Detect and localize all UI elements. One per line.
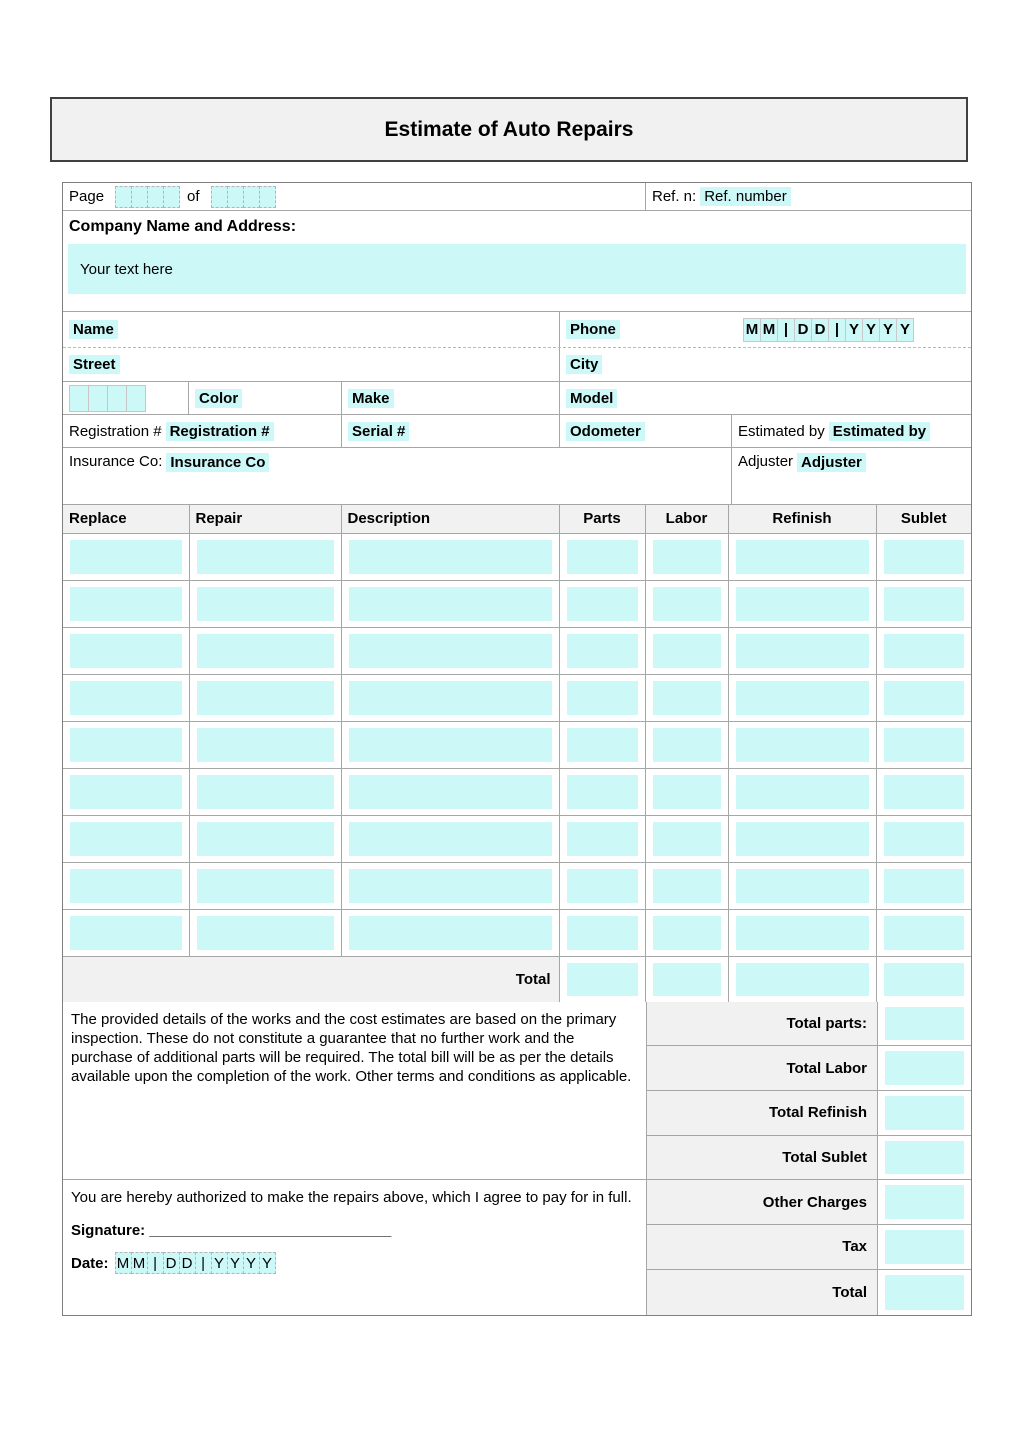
company-label: Company Name and Address: (69, 218, 297, 235)
description-input[interactable] (349, 540, 552, 574)
name-cell (63, 312, 560, 347)
total-labor-label: Total Labor (647, 1046, 877, 1090)
table-row (63, 721, 971, 768)
tax-input[interactable] (885, 1230, 964, 1264)
estimated-by-label: Estimated by (738, 422, 825, 440)
refinish-input[interactable] (736, 775, 869, 809)
model-cell (560, 382, 971, 414)
comb-cell[interactable]: Y (879, 318, 897, 342)
authorization-text: You are hereby authorized to make the repairs above, which I agree to pay for in full. (71, 1189, 632, 1207)
odometer-field[interactable]: Odometer (566, 422, 645, 441)
serial-cell (342, 415, 560, 447)
comb-cell[interactable]: | (147, 1252, 164, 1274)
odometer-cell (560, 415, 732, 447)
total-refinish-row (647, 1091, 971, 1136)
sublet-input[interactable] (884, 728, 965, 762)
refinish-input[interactable] (736, 822, 869, 856)
comb-cell[interactable]: M (760, 318, 778, 342)
labor-input[interactable] (653, 869, 721, 903)
table-row (63, 815, 971, 862)
comb-cell[interactable]: Y (259, 1252, 276, 1274)
adjuster-cell (732, 448, 971, 504)
comb-cell[interactable]: D (811, 318, 829, 342)
sublet-input[interactable] (884, 869, 965, 903)
page-cell (63, 183, 646, 210)
comb-cell[interactable] (88, 385, 108, 412)
description-input[interactable] (349, 822, 552, 856)
page-ref-row (63, 183, 971, 211)
description-input[interactable] (349, 681, 552, 715)
sublet-input[interactable] (884, 634, 965, 668)
replace-input[interactable] (70, 822, 182, 856)
total-labor-input[interactable] (885, 1051, 964, 1085)
city-field[interactable]: City (566, 355, 602, 374)
repair-input[interactable] (197, 869, 334, 903)
ref-cell (646, 183, 971, 210)
street-field[interactable]: Street (69, 355, 120, 374)
parts-input[interactable] (567, 634, 638, 668)
registration-field[interactable]: Registration # (166, 422, 274, 441)
repair-input[interactable] (197, 681, 334, 715)
comb-cell[interactable] (211, 186, 228, 208)
comb-cell[interactable]: | (777, 318, 795, 342)
page-number-field[interactable] (115, 186, 180, 208)
repairs-table-body (63, 533, 971, 956)
repair-input[interactable] (197, 587, 334, 621)
parts-input[interactable] (567, 681, 638, 715)
labor-input[interactable] (653, 587, 721, 621)
description-input[interactable] (349, 587, 552, 621)
color-field[interactable]: Color (195, 389, 242, 408)
refinish-input[interactable] (736, 869, 869, 903)
comb-cell[interactable]: Y (862, 318, 880, 342)
refinish-input[interactable] (736, 916, 869, 950)
signature-label: Signature: (71, 1222, 146, 1240)
repair-input[interactable] (197, 728, 334, 762)
comb-cell[interactable] (126, 385, 146, 412)
total-labor-row-input[interactable] (653, 963, 721, 996)
grand-total-input[interactable] (885, 1275, 964, 1310)
labor-input[interactable] (653, 681, 721, 715)
refinish-input[interactable] (736, 634, 869, 668)
description-input[interactable] (349, 916, 552, 950)
total-parts-row (647, 1002, 971, 1047)
signature-line (71, 1221, 634, 1240)
comb-cell[interactable]: M (115, 1252, 132, 1274)
street-city-row (63, 348, 971, 382)
total-sublet-input[interactable] (885, 1141, 964, 1175)
column-header-replace: Replace (63, 505, 189, 533)
adjuster-field[interactable]: Adjuster (797, 453, 866, 472)
column-header-sublet: Sublet (876, 505, 971, 533)
repair-input[interactable] (197, 916, 334, 950)
description-input[interactable] (349, 775, 552, 809)
refinish-input[interactable] (736, 681, 869, 715)
other-charges-row (647, 1180, 971, 1225)
grand-total-label: Total (647, 1270, 877, 1315)
tax-row (647, 1225, 971, 1270)
comb-cell[interactable]: M (131, 1252, 148, 1274)
total-refinish-label: Total Refinish (647, 1091, 877, 1135)
comb-cell[interactable]: Y (211, 1252, 228, 1274)
table-row (63, 768, 971, 815)
other-charges-label: Other Charges (647, 1180, 877, 1224)
labor-input[interactable] (653, 822, 721, 856)
table-row (63, 580, 971, 627)
comb-cell[interactable] (243, 186, 260, 208)
table-row (63, 627, 971, 674)
comb-cell[interactable]: | (828, 318, 846, 342)
repairs-table (63, 505, 971, 1002)
authorization-block (63, 1180, 647, 1314)
labor-input[interactable] (653, 634, 721, 668)
insurance-label: Insurance Co: (69, 453, 163, 470)
replace-input[interactable] (70, 775, 182, 809)
labor-input[interactable] (653, 916, 721, 950)
date-field[interactable] (743, 318, 914, 342)
color-cell (189, 382, 342, 414)
comb-cell[interactable] (227, 186, 244, 208)
table-total-row (63, 956, 971, 1002)
replace-input[interactable] (70, 869, 182, 903)
comb-cell[interactable]: Y (243, 1252, 260, 1274)
comb-cell[interactable] (147, 186, 164, 208)
phone-field[interactable]: Phone (566, 320, 620, 339)
company-row (63, 211, 971, 312)
description-input[interactable] (349, 728, 552, 762)
parts-input[interactable] (567, 775, 638, 809)
comb-cell[interactable]: D (163, 1252, 180, 1274)
terms-text: The provided details of the works and the cost estimates are based on the primary inspection. These do not constitute a guarantee that no further work and the purchase of additional parts will be required. The total bill will be as per the details available upon the completion of the work. Other terms and conditions as applicable. (63, 1002, 647, 1181)
insurance-cell (63, 448, 732, 504)
registration-cell (63, 415, 342, 447)
replace-input[interactable] (70, 587, 182, 621)
replace-input[interactable] (70, 681, 182, 715)
make-field[interactable]: Make (348, 389, 394, 408)
description-input[interactable] (349, 869, 552, 903)
total-labor-row (647, 1046, 971, 1091)
total-parts-row-input[interactable] (567, 963, 638, 996)
repair-input[interactable] (197, 540, 334, 574)
description-input[interactable] (349, 634, 552, 668)
table-row (63, 674, 971, 721)
adjuster-label: Adjuster (738, 453, 794, 470)
insurance-row (63, 448, 971, 505)
comb-cell[interactable] (259, 186, 276, 208)
refinish-input[interactable] (736, 540, 869, 574)
signature-date-field[interactable] (115, 1252, 276, 1274)
comb-cell[interactable]: | (195, 1252, 212, 1274)
year-field[interactable] (69, 385, 146, 412)
refinish-input[interactable] (736, 728, 869, 762)
comb-cell[interactable]: D (179, 1252, 196, 1274)
name-phone-row (63, 312, 971, 348)
repair-input[interactable] (197, 822, 334, 856)
comb-cell[interactable]: Y (845, 318, 863, 342)
table-row (63, 533, 971, 580)
sublet-input[interactable] (884, 775, 965, 809)
vehicle-row (63, 382, 971, 415)
signature-field[interactable]: _____________________________ (149, 1222, 392, 1240)
page-of-label: of (187, 188, 200, 205)
comb-cell[interactable]: Y (896, 318, 914, 342)
phone-cell (560, 312, 971, 347)
labor-input[interactable] (653, 728, 721, 762)
insurance-field[interactable]: Insurance Co (166, 453, 269, 472)
total-refinish-row-input[interactable] (736, 963, 869, 996)
page-label: Page (69, 188, 105, 205)
estimate-form (62, 182, 972, 1316)
serial-field[interactable]: Serial # (348, 422, 409, 441)
table-row (63, 862, 971, 909)
page-total-field[interactable] (211, 186, 276, 208)
table-row (63, 909, 971, 956)
ref-label: Ref. n: (652, 188, 697, 205)
date-line (71, 1252, 634, 1274)
page-title: Estimate of Auto Repairs (384, 117, 634, 141)
replace-input[interactable] (70, 728, 182, 762)
repair-input[interactable] (197, 775, 334, 809)
comb-cell[interactable] (115, 186, 132, 208)
labor-input[interactable] (653, 775, 721, 809)
comb-cell[interactable] (69, 385, 89, 412)
parts-input[interactable] (567, 822, 638, 856)
repair-input[interactable] (197, 634, 334, 668)
form-title-box (50, 97, 968, 162)
replace-input[interactable] (70, 634, 182, 668)
estimated-by-field[interactable]: Estimated by (829, 422, 930, 441)
tax-label: Tax (647, 1225, 877, 1269)
refinish-input[interactable] (736, 587, 869, 621)
column-header-refinish: Refinish (728, 505, 876, 533)
ref-number-field[interactable]: Ref. number (700, 187, 791, 206)
repairs-header-row (63, 505, 971, 533)
column-header-labor: Labor (645, 505, 728, 533)
sublet-input[interactable] (884, 587, 965, 621)
company-address-field[interactable]: Your text here (68, 244, 966, 294)
sublet-input[interactable] (884, 916, 965, 950)
total-parts-label: Total parts: (647, 1002, 877, 1046)
replace-input[interactable] (70, 916, 182, 950)
table-total-label: Total (63, 956, 559, 1002)
comb-cell[interactable] (107, 385, 127, 412)
total-sublet-row (647, 1136, 971, 1181)
comb-cell[interactable]: D (794, 318, 812, 342)
total-parts-input[interactable] (885, 1007, 964, 1041)
grand-total-row (647, 1270, 971, 1315)
parts-input[interactable] (567, 869, 638, 903)
other-charges-input[interactable] (885, 1185, 964, 1219)
year-cell (63, 382, 189, 414)
make-cell (342, 382, 560, 414)
comb-cell[interactable] (131, 186, 148, 208)
parts-input[interactable] (567, 540, 638, 574)
registration-label: Registration # (69, 422, 162, 440)
replace-input[interactable] (70, 540, 182, 574)
column-header-repair: Repair (189, 505, 341, 533)
total-sublet-label: Total Sublet (647, 1136, 877, 1180)
column-header-parts: Parts (559, 505, 645, 533)
parts-input[interactable] (567, 587, 638, 621)
labor-input[interactable] (653, 540, 721, 574)
name-field[interactable]: Name (69, 320, 118, 339)
parts-input[interactable] (567, 916, 638, 950)
street-cell (63, 348, 560, 381)
model-field[interactable]: Model (566, 389, 617, 408)
sublet-input[interactable] (884, 540, 965, 574)
bottom-section (63, 1002, 971, 1315)
total-refinish-input[interactable] (885, 1096, 964, 1130)
sublet-input[interactable] (884, 822, 965, 856)
date-label: Date: (71, 1254, 109, 1272)
total-sublet-row-input[interactable] (884, 963, 965, 996)
estimated-by-cell (732, 415, 971, 447)
city-cell (560, 348, 971, 381)
comb-cell[interactable]: M (743, 318, 761, 342)
parts-input[interactable] (567, 728, 638, 762)
registration-row (63, 415, 971, 448)
sublet-input[interactable] (884, 681, 965, 715)
comb-cell[interactable]: Y (227, 1252, 244, 1274)
comb-cell[interactable] (163, 186, 180, 208)
column-header-description: Description (341, 505, 559, 533)
